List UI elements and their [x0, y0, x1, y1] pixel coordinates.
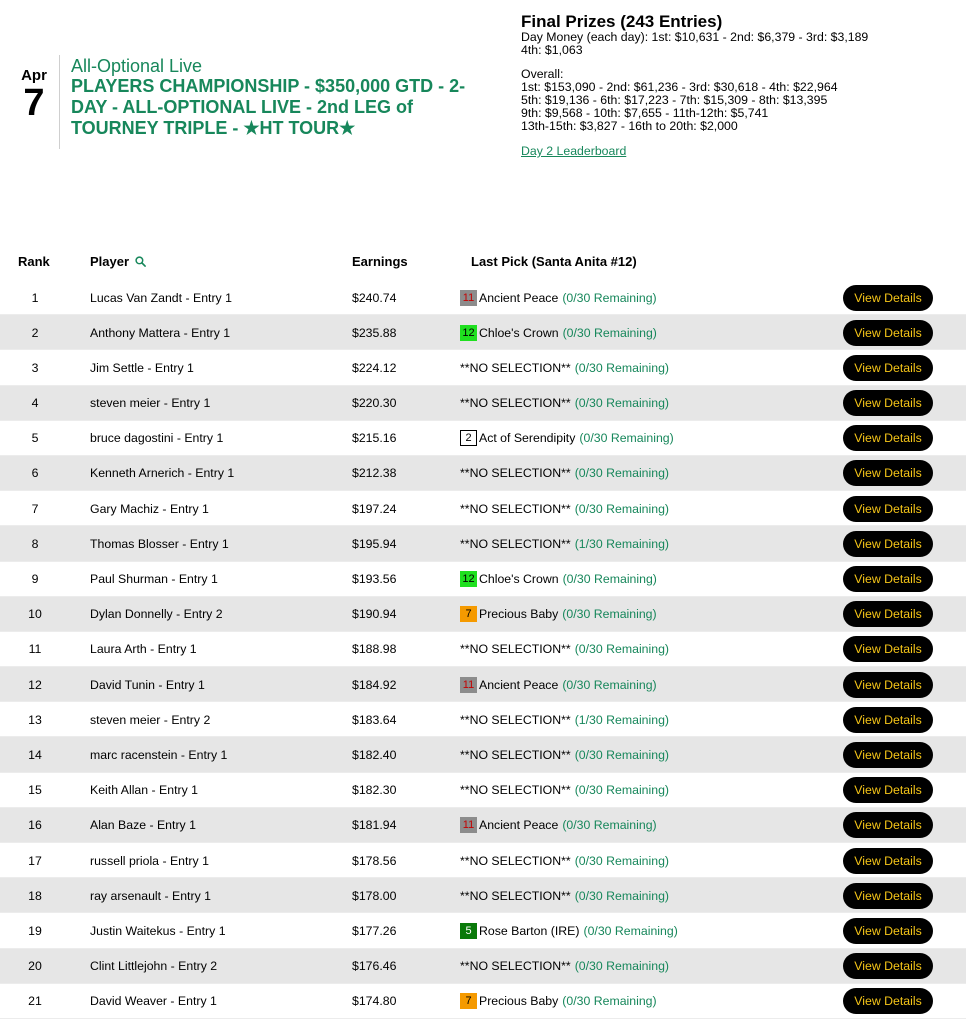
table-row — [0, 913, 966, 948]
view-details-button[interactable]: View Details — [843, 601, 933, 627]
action-cell — [843, 350, 933, 385]
rank-cell: 9 — [31, 572, 39, 586]
picks-remaining: (0/30 Remaining) — [579, 431, 674, 446]
pick-name: Precious Baby — [479, 994, 559, 1009]
earnings-cell: $212.38 — [352, 466, 397, 481]
picks-remaining: (0/30 Remaining) — [562, 325, 657, 340]
rank-header: Rank — [18, 254, 50, 269]
table-row — [0, 808, 966, 843]
pick-name: Rose Barton (IRE) — [479, 923, 580, 938]
event-date — [14, 68, 54, 122]
earnings-cell: $181.94 — [352, 818, 397, 833]
table-row — [0, 773, 966, 808]
table-row — [0, 421, 966, 456]
player-cell: Clint Littlejohn - Entry 2 — [90, 959, 218, 974]
rank-cell: 2 — [31, 325, 39, 340]
pick-name: **NO SELECTION** — [460, 747, 571, 762]
picks-remaining: (0/30 Remaining) — [574, 888, 670, 903]
event-type: All-Optional Live — [71, 56, 203, 76]
table-row — [0, 280, 966, 315]
earnings-cell: $178.00 — [352, 888, 397, 903]
table-row — [0, 491, 966, 526]
player-header-label: Player — [90, 254, 130, 269]
action-cell — [843, 949, 933, 984]
view-details-button[interactable]: View Details — [843, 566, 933, 592]
program-number: 7 — [460, 993, 477, 1009]
earnings-cell: $220.30 — [352, 396, 397, 411]
action-cell — [843, 491, 933, 526]
prizes-title: Final Prizes (243 Entries) — [521, 12, 723, 31]
earnings-cell: $193.56 — [352, 572, 397, 586]
action-cell — [843, 843, 933, 878]
view-details-button[interactable]: View Details — [843, 425, 933, 451]
overall-line: 1st: $153,090 - 2nd: $61,236 - 3rd: $30,618 - 4th: $22,964 — [521, 80, 838, 94]
header-divider — [59, 55, 60, 149]
earnings-cell: $195.94 — [352, 536, 397, 551]
table-row — [0, 526, 966, 561]
table-row — [0, 350, 966, 385]
rank-cell: 21 — [28, 994, 42, 1009]
table-row — [0, 386, 966, 421]
action-cell — [843, 984, 933, 1019]
pick-name: Precious Baby — [479, 607, 559, 622]
view-details-button[interactable]: View Details — [843, 848, 933, 874]
player-cell: Kenneth Arnerich - Entry 1 — [90, 466, 235, 481]
table-row — [0, 702, 966, 737]
earnings-header: Earnings — [352, 254, 408, 269]
program-number: 12 — [460, 325, 477, 341]
search-icon[interactable] — [135, 256, 146, 267]
player-cell: Gary Machiz - Entry 1 — [90, 501, 209, 516]
table-row — [0, 315, 966, 350]
picks-remaining: (0/30 Remaining) — [574, 501, 670, 516]
player-cell: Thomas Blosser - Entry 1 — [90, 536, 229, 551]
table-row — [0, 843, 966, 878]
action-cell — [843, 667, 933, 702]
earnings-cell: $197.24 — [352, 501, 397, 516]
table-row — [0, 984, 966, 1019]
last-pick-cell — [460, 386, 830, 421]
earnings-cell: $188.98 — [352, 642, 397, 657]
last-pick-cell — [460, 984, 830, 1019]
last-pick-cell — [460, 562, 830, 597]
view-details-button[interactable]: View Details — [843, 777, 933, 803]
last-pick-cell — [460, 315, 830, 350]
rank-cell: 6 — [31, 466, 39, 481]
program-number: 2 — [460, 430, 477, 446]
earnings-cell: $177.26 — [352, 923, 397, 938]
earnings-cell: $178.56 — [352, 853, 397, 868]
picks-remaining: (1/30 Remaining) — [574, 536, 670, 551]
pick-name: Act of Serendipity — [479, 431, 576, 446]
view-details-button[interactable]: View Details — [843, 531, 933, 557]
view-details-button[interactable]: View Details — [843, 883, 933, 909]
action-cell — [843, 562, 933, 597]
picks-remaining: (1/30 Remaining) — [574, 712, 670, 727]
action-cell — [843, 386, 933, 421]
player-cell: Anthony Mattera - Entry 1 — [90, 325, 231, 340]
program-number: 5 — [460, 923, 477, 939]
picks-remaining: (0/30 Remaining) — [562, 818, 657, 833]
action-cell — [843, 913, 933, 948]
last-pick-cell — [460, 456, 830, 491]
player-cell: David Weaver - Entry 1 — [90, 994, 217, 1009]
pick-name: **NO SELECTION** — [460, 642, 571, 657]
action-cell — [843, 878, 933, 913]
action-cell — [843, 280, 933, 315]
pick-name: **NO SELECTION** — [460, 466, 571, 481]
action-cell — [843, 421, 933, 456]
last-pick-cell — [460, 350, 830, 385]
program-number: 7 — [460, 606, 477, 622]
pick-name: Ancient Peace — [479, 290, 559, 305]
last-pick-cell — [460, 737, 830, 772]
date-day: 7 — [23, 82, 45, 124]
picks-remaining: (0/30 Remaining) — [562, 994, 657, 1009]
pick-name: Ancient Peace — [479, 818, 559, 833]
action-cell — [843, 773, 933, 808]
last-pick-header: Last Pick (Santa Anita #12) — [471, 254, 637, 269]
pick-name: **NO SELECTION** — [460, 783, 571, 798]
player-cell: Keith Allan - Entry 1 — [90, 783, 198, 798]
overall-line: 9th: $9,568 - 10th: $7,655 - 11th-12th: $5,741 — [521, 106, 769, 120]
rank-cell: 5 — [31, 431, 39, 446]
picks-remaining: (0/30 Remaining) — [562, 607, 657, 622]
rank-cell: 13 — [28, 712, 42, 727]
leaderboard-table — [0, 246, 966, 1019]
last-pick-cell — [460, 280, 830, 315]
table-row — [0, 667, 966, 702]
pick-name: **NO SELECTION** — [460, 959, 571, 974]
picks-remaining: (0/30 Remaining) — [574, 853, 670, 868]
pick-name: **NO SELECTION** — [460, 536, 571, 551]
date-month: Apr — [21, 67, 47, 84]
last-pick-cell — [460, 632, 830, 667]
picks-remaining: (0/30 Remaining) — [574, 959, 670, 974]
overall-line: 5th: $19,136 - 6th: $17,223 - 7th: $15,309 - 8th: $13,395 — [521, 93, 828, 107]
player-cell: Lucas Van Zandt - Entry 1 — [90, 290, 232, 305]
earnings-cell: $235.88 — [352, 325, 397, 340]
action-cell — [843, 632, 933, 667]
table-row — [0, 737, 966, 772]
earnings-cell: $184.92 — [352, 677, 397, 692]
player-cell: bruce dagostini - Entry 1 — [90, 431, 224, 446]
view-details-button[interactable]: View Details — [843, 460, 933, 486]
earnings-cell: $174.80 — [352, 994, 397, 1009]
player-cell: russell priola - Entry 1 — [90, 853, 209, 868]
pick-name: Ancient Peace — [479, 677, 559, 692]
overall-label: Overall: — [521, 67, 564, 81]
program-number: 11 — [460, 817, 477, 833]
program-number: 12 — [460, 571, 477, 587]
rank-cell: 14 — [28, 747, 42, 762]
pick-name: **NO SELECTION** — [460, 853, 571, 868]
table-row — [0, 597, 966, 632]
view-details-button[interactable]: View Details — [843, 355, 933, 381]
player-cell: steven meier - Entry 2 — [90, 712, 211, 727]
rank-cell: 1 — [31, 290, 39, 305]
rank-cell: 11 — [28, 642, 42, 657]
earnings-cell: $176.46 — [352, 959, 397, 974]
view-details-button[interactable]: View Details — [843, 742, 933, 768]
rank-cell: 18 — [28, 888, 42, 903]
last-pick-cell — [460, 843, 830, 878]
last-pick-cell — [460, 597, 830, 632]
player-cell: ray arsenault - Entry 1 — [90, 888, 211, 903]
player-header — [90, 254, 146, 269]
last-pick-cell — [460, 491, 830, 526]
action-cell — [843, 456, 933, 491]
earnings-cell: $190.94 — [352, 607, 397, 622]
view-details-button[interactable]: View Details — [843, 953, 933, 979]
table-row — [0, 878, 966, 913]
last-pick-cell — [460, 526, 830, 561]
final-prizes — [521, 13, 961, 158]
action-cell — [843, 597, 933, 632]
player-cell: David Tunin - Entry 1 — [90, 677, 205, 692]
last-pick-cell — [460, 702, 830, 737]
picks-remaining: (0/30 Remaining) — [574, 783, 670, 798]
rank-cell: 20 — [28, 959, 42, 974]
view-details-button[interactable]: View Details — [843, 320, 933, 346]
day-2-leaderboard-link[interactable]: Day 2 Leaderboard — [521, 144, 627, 158]
rank-cell: 8 — [31, 536, 39, 551]
action-cell — [843, 808, 933, 843]
picks-remaining: (0/30 Remaining) — [574, 466, 670, 481]
pick-name: **NO SELECTION** — [460, 501, 571, 516]
view-details-button[interactable]: View Details — [843, 390, 933, 416]
overall-line: 13th-15th: $3,827 - 16th to 20th: $2,000 — [521, 119, 738, 133]
rank-cell: 19 — [28, 923, 42, 938]
event-title: PLAYERS CHAMPIONSHIP - $350,000 GTD - 2-DAY - ALL-OPTIONAL LIVE - 2nd LEG of TOURNEY TRIPLE - ★HT TOUR★ — [71, 76, 466, 138]
pick-name: **NO SELECTION** — [460, 712, 571, 727]
player-cell: Alan Baze - Entry 1 — [90, 818, 196, 833]
last-pick-cell — [460, 667, 830, 702]
program-number: 11 — [460, 677, 477, 693]
earnings-cell: $182.30 — [352, 783, 397, 798]
view-details-button[interactable]: View Details — [843, 636, 933, 662]
player-cell: steven meier - Entry 1 — [90, 396, 211, 411]
earnings-cell: $182.40 — [352, 747, 397, 762]
action-cell — [843, 737, 933, 772]
view-details-button[interactable]: View Details — [843, 496, 933, 522]
picks-remaining: (0/30 Remaining) — [562, 290, 657, 305]
earnings-cell: $183.64 — [352, 712, 397, 727]
last-pick-cell — [460, 808, 830, 843]
view-details-button[interactable]: View Details — [843, 285, 933, 311]
table-body — [0, 280, 966, 1019]
pick-name: **NO SELECTION** — [460, 396, 571, 411]
rank-cell: 3 — [31, 360, 39, 375]
view-details-button[interactable]: View Details — [843, 812, 933, 838]
player-cell: Justin Waitekus - Entry 1 — [90, 923, 226, 938]
picks-remaining: (0/30 Remaining) — [574, 747, 670, 762]
pick-name: Chloe's Crown — [479, 572, 559, 586]
picks-remaining: (0/30 Remaining) — [583, 923, 678, 938]
pick-name: Chloe's Crown — [479, 325, 559, 340]
player-cell: Laura Arth - Entry 1 — [90, 642, 197, 657]
picks-remaining: (0/30 Remaining) — [562, 677, 657, 692]
picks-remaining: (0/30 Remaining) — [574, 642, 670, 657]
rank-cell: 7 — [31, 501, 39, 516]
picks-remaining: (0/30 Remaining) — [562, 572, 657, 586]
pick-name: **NO SELECTION** — [460, 888, 571, 903]
last-pick-cell — [460, 878, 830, 913]
day-money-line: 4th: $1,063 — [521, 43, 583, 57]
last-pick-cell — [460, 949, 830, 984]
picks-remaining: (0/30 Remaining) — [574, 396, 670, 411]
player-cell: marc racenstein - Entry 1 — [90, 747, 228, 762]
pick-name: **NO SELECTION** — [460, 360, 571, 375]
view-details-button[interactable]: View Details — [843, 672, 933, 698]
rank-cell: 12 — [28, 677, 42, 692]
last-pick-cell — [460, 421, 830, 456]
player-cell: Dylan Donnelly - Entry 2 — [90, 607, 223, 622]
event-header — [0, 0, 966, 200]
player-cell: Jim Settle - Entry 1 — [90, 360, 194, 375]
action-cell — [843, 702, 933, 737]
earnings-cell: $240.74 — [352, 290, 397, 305]
action-cell — [843, 526, 933, 561]
table-row — [0, 632, 966, 667]
table-header — [0, 246, 966, 280]
event-info — [71, 56, 491, 139]
action-cell — [843, 315, 933, 350]
table-row — [0, 562, 966, 597]
view-details-button[interactable]: View Details — [843, 707, 933, 733]
view-details-button[interactable]: View Details — [843, 918, 933, 944]
rank-cell: 4 — [31, 396, 39, 411]
earnings-cell: $224.12 — [352, 360, 397, 375]
last-pick-cell — [460, 773, 830, 808]
rank-cell: 10 — [28, 607, 42, 622]
program-number: 11 — [460, 290, 477, 306]
earnings-cell: $215.16 — [352, 431, 397, 446]
picks-remaining: (0/30 Remaining) — [574, 360, 670, 375]
rank-cell: 15 — [28, 783, 42, 798]
table-row — [0, 949, 966, 984]
rank-cell: 16 — [28, 818, 42, 833]
player-cell: Paul Shurman - Entry 1 — [90, 572, 218, 586]
last-pick-cell — [460, 913, 830, 948]
day-money-line: Day Money (each day): 1st: $10,631 - 2nd: $6,379 - 3rd: $3,189 — [521, 30, 869, 44]
table-row — [0, 456, 966, 491]
view-details-button[interactable]: View Details — [843, 988, 933, 1014]
rank-cell: 17 — [28, 853, 42, 868]
